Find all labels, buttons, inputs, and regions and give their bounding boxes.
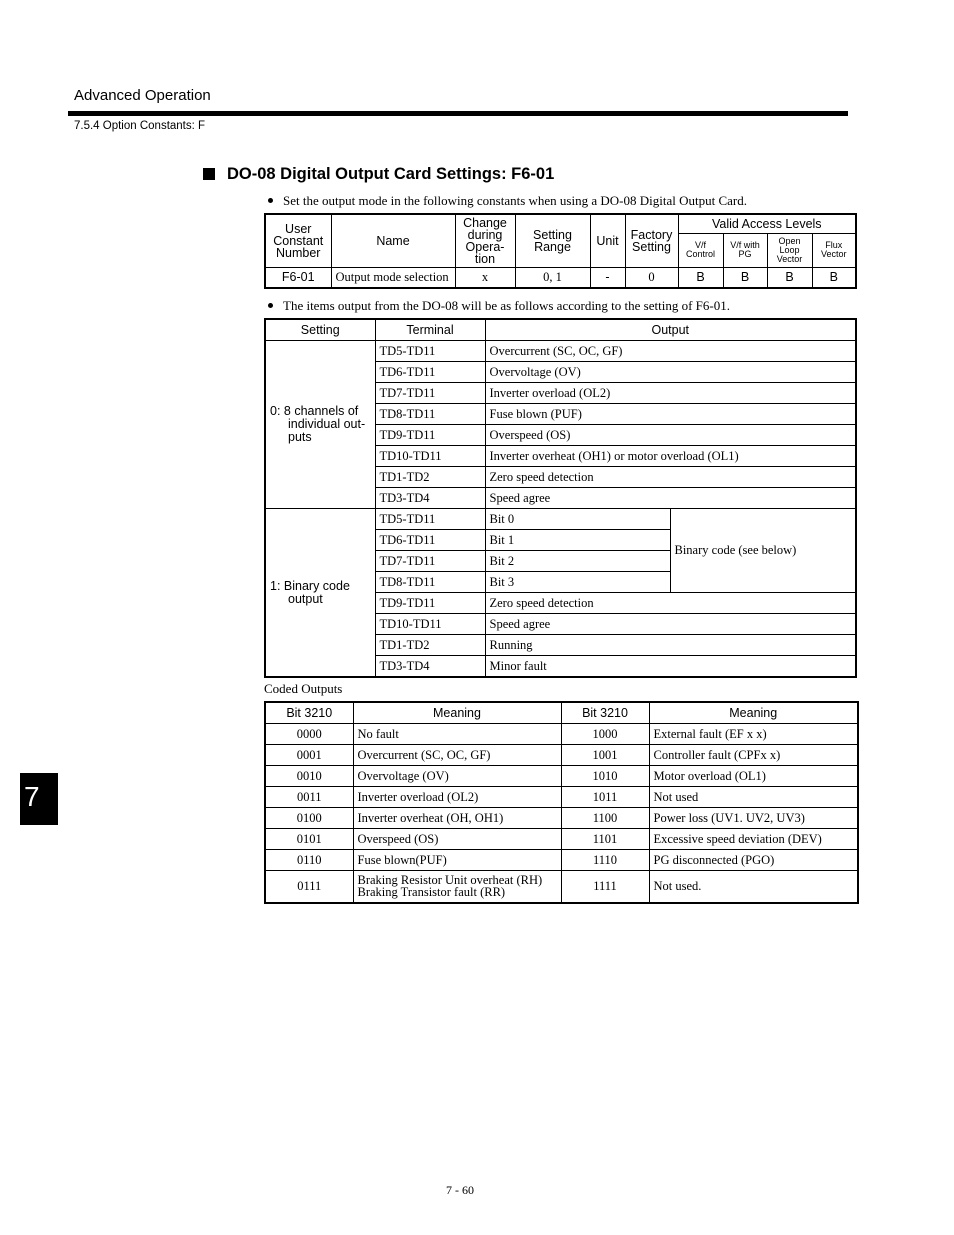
meaning-cell: Inverter overload (OL2) [353,787,561,808]
output-cell: Inverter overload (OL2) [485,383,856,404]
square-bullet-icon [203,168,215,180]
output-cell: Speed agree [485,488,856,509]
section-title [203,165,554,184]
terminal-cell: TD7-TD11 [375,383,485,404]
bullet-text: Set the output mode in the following constants when using a DO-08 Digital Output Card. [283,193,747,208]
constant-name: Output mode selection [331,267,455,288]
table-row [265,341,856,362]
bit-cell: 0001 [265,745,353,766]
bullet-dot-icon [268,198,273,203]
constant-table [264,213,857,289]
terminal-cell: TD3-TD4 [375,488,485,509]
setting-1-label: 1: Binary code output [265,509,375,678]
header-subtitle: 7.5.4 Option Constants: F [74,120,206,132]
meaning-cell: External fault (EF x x) [649,724,858,745]
bit-cell: 1010 [561,766,649,787]
header-vf-with-pg: V/f with PG [723,233,767,267]
bit-cell: 1011 [561,787,649,808]
terminal-cell: TD3-TD4 [375,656,485,678]
output-cell: Bit 2 [485,551,670,572]
coded-outputs-label: Coded Outputs [264,681,343,696]
meaning-cell: Motor overload (OL1) [649,766,858,787]
table-row [265,871,858,903]
output-cell: Fuse blown (PUF) [485,404,856,425]
terminal-cell: TD5-TD11 [375,509,485,530]
bit-cell: 0111 [265,871,353,903]
meaning-cell: Not used. [649,871,858,903]
header-user-constant: User Constant Number [265,214,331,267]
bit-cell: 1001 [561,745,649,766]
meaning-cell: Braking Resistor Unit overheat (RH) Braking Transistor fault (RR) [353,871,561,903]
header-vf-control: V/f Control [678,233,723,267]
meaning-cell: Excessive speed deviation (DEV) [649,829,858,850]
open-loop-value: B [767,267,812,288]
header-unit: Unit [590,214,625,267]
meaning-cell: Overcurrent (SC, OC, GF) [353,745,561,766]
meaning-cell: Controller fault (CPFx x) [649,745,858,766]
output-cell: Overcurrent (SC, OC, GF) [485,341,856,362]
header-terminal: Terminal [375,319,485,341]
meaning-cell: Power loss (UV1. UV2, UV3) [649,808,858,829]
output-cell: Overvoltage (OV) [485,362,856,383]
unit-value: - [590,267,625,288]
bit-cell: 1111 [561,871,649,903]
range-value: 0, 1 [515,267,590,288]
bit-cell: 0000 [265,724,353,745]
change-value: x [455,267,515,288]
terminal-cell: TD9-TD11 [375,593,485,614]
header-meaning: Meaning [649,702,858,724]
terminal-cell: TD7-TD11 [375,551,485,572]
table-row [265,766,858,787]
terminal-cell: TD10-TD11 [375,446,485,467]
setting-0-label: 0: 8 channels of individual out- puts [265,341,375,509]
terminal-cell: TD6-TD11 [375,362,485,383]
bit-cell: 1110 [561,850,649,871]
page-number: 7 - 60 [446,1183,474,1197]
bit-cell: 1101 [561,829,649,850]
header-valid-access-levels: Valid Access Levels [678,214,856,233]
header-open-loop-vector: Open Loop Vector [767,233,812,267]
header-output: Output [485,319,856,341]
terminal-cell: TD9-TD11 [375,425,485,446]
header-factory-setting: Factory Setting [625,214,678,267]
header-meaning: Meaning [353,702,561,724]
output-cell: Zero speed detection [485,593,856,614]
terminal-cell: TD10-TD11 [375,614,485,635]
meaning-cell: Fuse blown(PUF) [353,850,561,871]
output-cell: Bit 0 [485,509,670,530]
vf-pg-value: B [723,267,767,288]
meaning-cell: No fault [353,724,561,745]
chapter-tab [20,773,58,825]
table-row [265,850,858,871]
bit-cell: 0011 [265,787,353,808]
terminal-cell: TD1-TD2 [375,467,485,488]
terminal-cell: TD1-TD2 [375,635,485,656]
header-rule [68,111,848,116]
meaning-cell: Inverter overheat (OH, OH1) [353,808,561,829]
header-setting-range: Setting Range [515,214,590,267]
meaning-cell: Overvoltage (OV) [353,766,561,787]
bit-cell: 0010 [265,766,353,787]
header-bit: Bit 3210 [265,702,353,724]
output-cell: Running [485,635,856,656]
meaning-cell: Not used [649,787,858,808]
table-row [265,787,858,808]
constant-number: F6-01 [265,267,331,288]
table-row [265,724,858,745]
terminal-cell: TD8-TD11 [375,572,485,593]
bit-cell: 0101 [265,829,353,850]
output-table [264,318,857,678]
bit-cell: 1000 [561,724,649,745]
terminal-cell: TD8-TD11 [375,404,485,425]
bullet-item [268,298,730,314]
table-row [265,808,858,829]
bullet-dot-icon [268,303,273,308]
terminal-cell: TD6-TD11 [375,530,485,551]
header-change-during-operation: Change during Opera- tion [455,214,515,267]
header-setting: Setting [265,319,375,341]
table-row [265,267,856,288]
factory-value: 0 [625,267,678,288]
output-cell: Zero speed detection [485,467,856,488]
bit-cell: 0100 [265,808,353,829]
terminal-cell: TD5-TD11 [375,341,485,362]
table-row [265,829,858,850]
output-cell: Inverter overheat (OH1) or motor overload (OL1) [485,446,856,467]
output-cell: Bit 3 [485,572,670,593]
output-cell: Minor fault [485,656,856,678]
coded-outputs-table [264,701,859,904]
vf-control-value: B [678,267,723,288]
header-title: Advanced Operation [74,87,211,104]
meaning-cell: PG disconnected (PGO) [649,850,858,871]
chapter-number: 7 [24,781,40,812]
output-cell: Bit 1 [485,530,670,551]
bullet-item [268,193,747,209]
bit-cell: 0110 [265,850,353,871]
output-cell: Overspeed (OS) [485,425,856,446]
table-row [265,745,858,766]
bit-cell: 1100 [561,808,649,829]
flux-vector-value: B [812,267,856,288]
table-row [265,509,856,530]
meaning-cell: Overspeed (OS) [353,829,561,850]
header-flux-vector: Flux Vector [812,233,856,267]
binary-code-note: Binary code (see below) [670,509,856,593]
section-title-text: DO-08 Digital Output Card Settings: F6-01 [227,165,555,183]
bullet-text: The items output from the DO-08 will be as follows according to the setting of F6-01. [283,298,730,313]
header-bit: Bit 3210 [561,702,649,724]
output-cell: Speed agree [485,614,856,635]
header-name: Name [331,214,455,267]
